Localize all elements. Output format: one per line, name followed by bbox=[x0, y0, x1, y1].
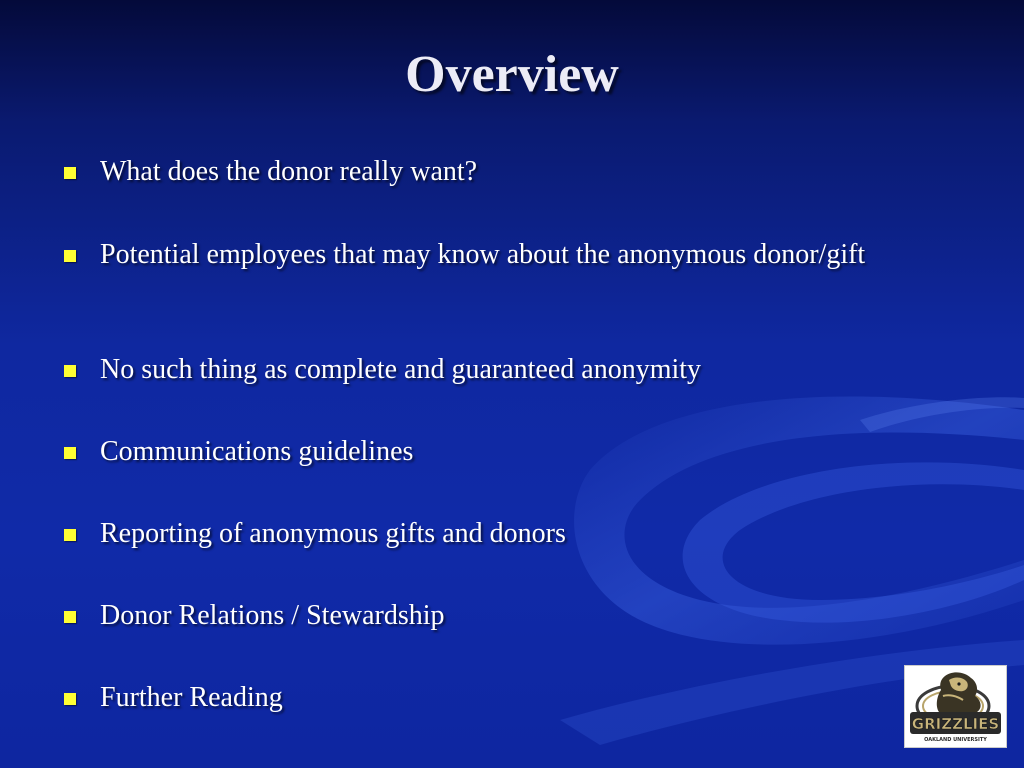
bullet-text: Reporting of anonymous gifts and donors bbox=[100, 518, 566, 549]
bullet-item bbox=[60, 517, 890, 550]
bullet-item bbox=[60, 681, 890, 714]
square-bullet-icon bbox=[64, 447, 76, 459]
logo-text: GRIZZLIES bbox=[911, 715, 1000, 733]
grizzly-bear-logo-icon bbox=[905, 666, 1006, 747]
bullet-text: Donor Relations / Stewardship bbox=[100, 600, 445, 631]
square-bullet-icon bbox=[64, 365, 76, 377]
square-bullet-icon bbox=[64, 167, 76, 179]
bullet-item bbox=[60, 599, 890, 632]
bullet-text: Communications guidelines bbox=[100, 436, 414, 467]
square-bullet-icon bbox=[64, 529, 76, 541]
square-bullet-icon bbox=[64, 611, 76, 623]
square-bullet-icon bbox=[64, 250, 76, 262]
bullet-text: No such thing as complete and guaranteed anonymity bbox=[100, 354, 702, 385]
bullet-item bbox=[60, 238, 890, 271]
slide-title: Overview bbox=[405, 46, 619, 103]
bullet-item bbox=[60, 435, 890, 468]
bullet-item bbox=[60, 155, 890, 188]
square-bullet-icon bbox=[64, 693, 76, 705]
grizzlies-logo bbox=[904, 665, 1007, 748]
logo-subtext: OAKLAND UNIVERSITY bbox=[924, 737, 987, 743]
bullet-text: Further Reading bbox=[100, 682, 283, 713]
bullet-text: What does the donor really want? bbox=[100, 156, 478, 187]
bullet-item bbox=[60, 353, 890, 386]
bullet-text: Potential employees that may know about the anonymous donor/gift bbox=[100, 239, 866, 270]
